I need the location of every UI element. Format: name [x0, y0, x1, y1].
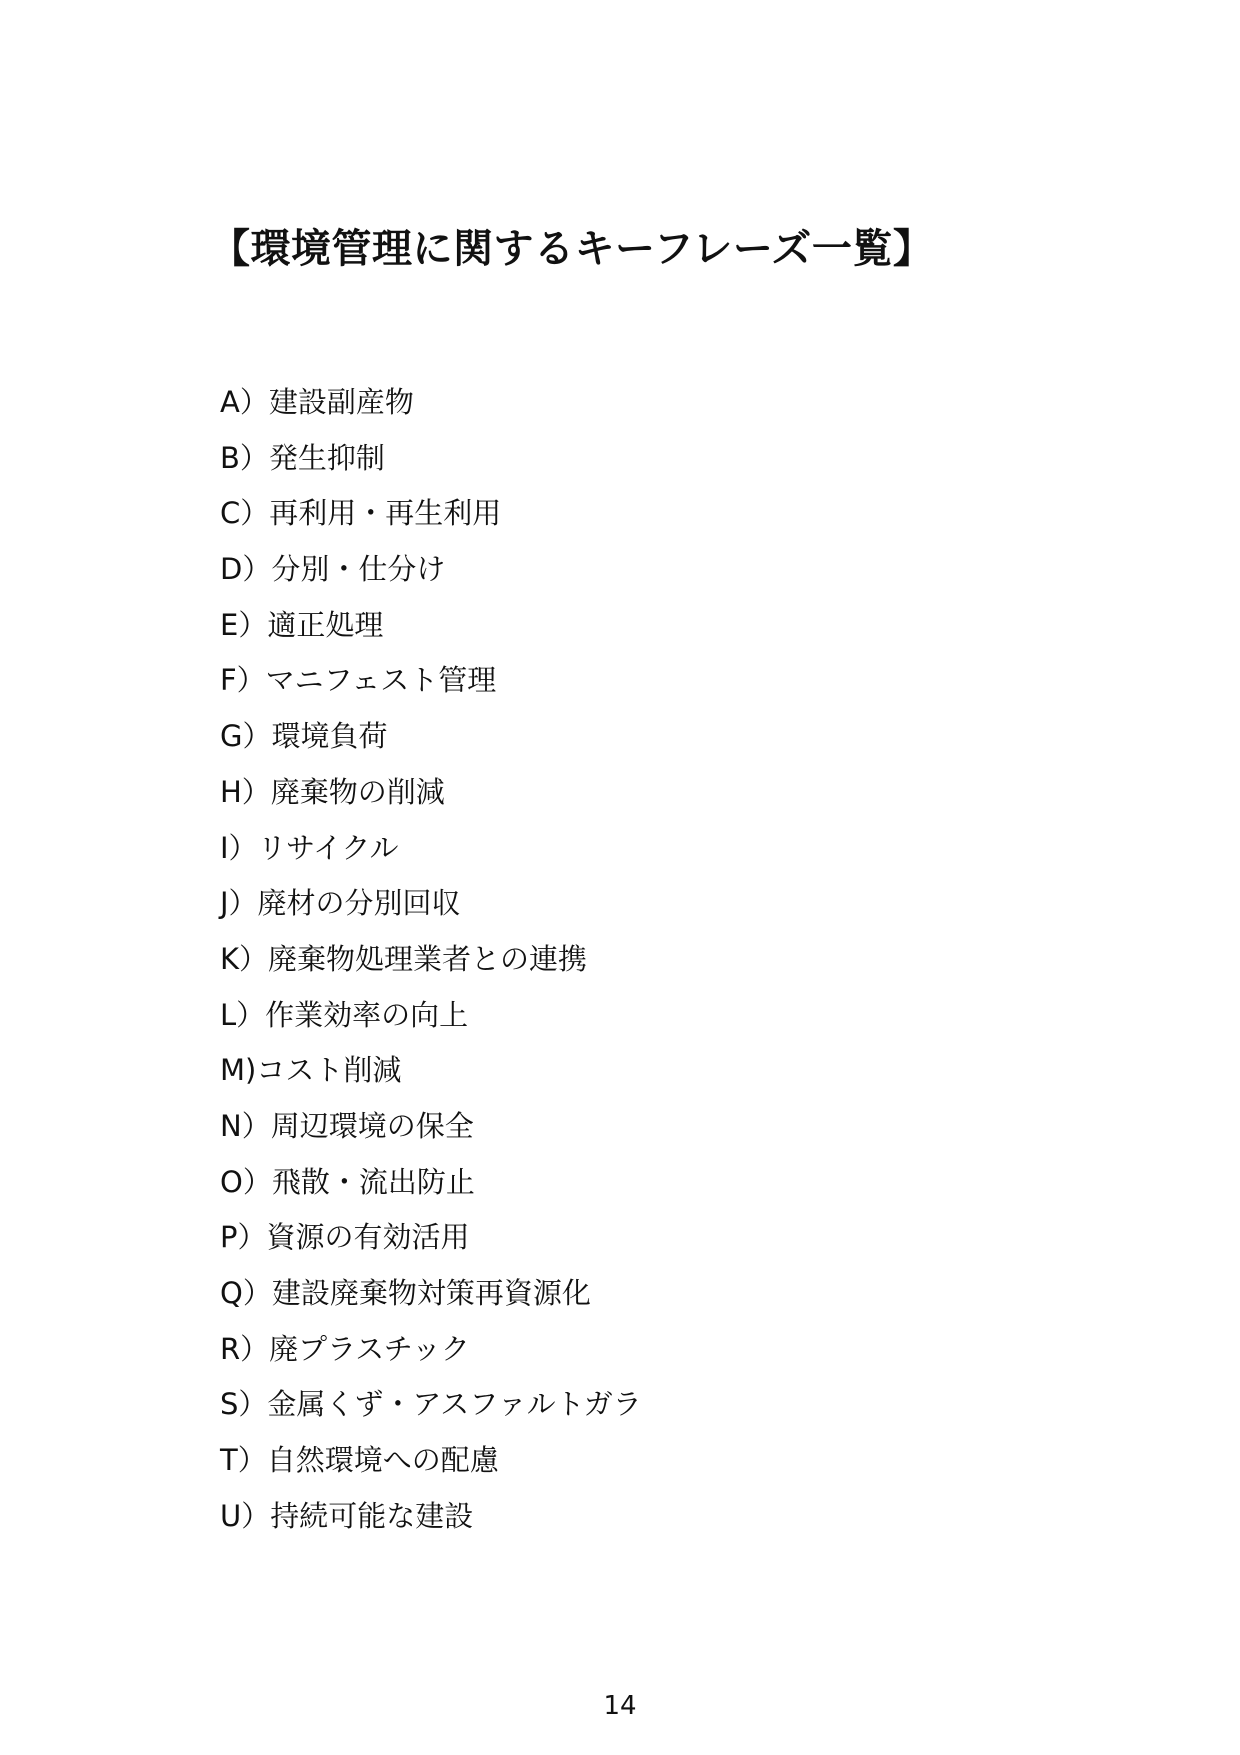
list-item: T）自然環境への配慮	[220, 1443, 499, 1478]
list-item: L）作業効率の向上	[220, 997, 469, 1032]
list-item: Q）建設廃棄物対策再資源化	[220, 1276, 591, 1310]
list-item: U）持続可能な建設	[220, 1498, 474, 1533]
list-item: P）資源の有効活用	[220, 1220, 470, 1255]
list-item: H）廃棄物の削減	[220, 774, 445, 809]
list-item: F）マニフェスト管理	[220, 663, 497, 698]
list-item: E）適正処理	[220, 607, 384, 642]
keyphrase-list	[220, 378, 642, 1547]
list-item: M)コスト削減	[220, 1053, 402, 1088]
list-item: B）発生抑制	[220, 440, 385, 475]
list-item: S）金属くず・アスファルトガラ	[220, 1387, 642, 1422]
list-item: G）環境負荷	[220, 719, 388, 754]
list-item: I）リサイクル	[220, 830, 399, 865]
list-item: C）再利用・再生利用	[220, 496, 502, 531]
list-item: R）廃プラスチック	[220, 1331, 470, 1366]
list-item: N）周辺環境の保全	[220, 1108, 474, 1143]
list-item: K）廃棄物処理業者との連携	[220, 941, 588, 976]
list-item: J）廃材の分別回収	[220, 886, 461, 921]
list-item: A）建設副産物	[220, 385, 414, 419]
page-title: 【環境管理に関するキーフレーズ一覧】	[210, 226, 934, 272]
page-number: 14	[603, 1691, 637, 1721]
list-item: O）飛散・流出防止	[220, 1164, 475, 1199]
list-item: D）分別・仕分け	[220, 552, 446, 587]
